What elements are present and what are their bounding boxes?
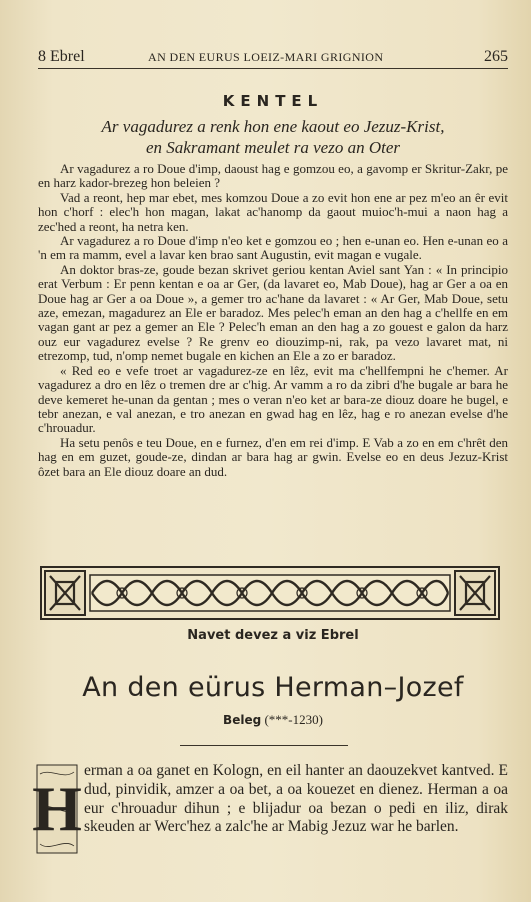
lesson-body <box>38 162 508 479</box>
day-heading: Navet devez a viz Ebrel <box>187 628 359 643</box>
section-title-line-1: Ar vagadurez a renk hon ene kaout eo Jezuz-Krist, <box>101 117 445 136</box>
ornate-drop-cap-icon <box>32 764 82 854</box>
saint-paragraph: erman a oa ganet en Kologn, en eil hanter an daouzekvet kantved. E dud, pinvidik, amzer a oa bet, a oa kouezet en dienez. Herman a oa eur c'hrouadur dihun ; e blijadur oa bezan o pedi en iliz, dirak skeuden ar Werc'hez a zalc'he ar Mabig Jezuz war he barlen. <box>84 762 508 836</box>
saint-dates: (***-1230) <box>264 712 323 727</box>
celtic-knot-ornament <box>40 566 500 620</box>
paragraph: Vad a reont, hep mar ebet, mes komzou Doue a zo evit hon ene ar pez m'eo an êr evit hon c'horf : elec'h hon magan, lakat ac'hanomp da gaout muioc'h-mui a naon hag a zec'hed a reont, ha netra ken. <box>38 189 508 234</box>
saint-role: Beleg <box>223 713 262 727</box>
section-heading: KENTEL <box>222 92 324 110</box>
paragraph: Ha setu penôs e teu Doue, en e furnez, d'en em rei d'imp. E Vab a zo en em c'hrêt den hag en em guzet, goude-ze, dindan ar bara hag ar gwin. Evelse eo en deus Jezuz-Krist ôzet bara an Ele diouz doare an dud. <box>38 434 508 479</box>
paragraph: An doktor bras-ze, goude bezan skrivet geriou kentan Aviel sant Yan : « In principio erat Verbum : Er penn kentan e oa ar Ger, (da lavaret eo, Mab Doue), hag ar Ger a oa en Doue hag ar Ger a oa Doue », a gemer tro ac'hane da lavaret : « Ar Ger, Mab Doue, setu aze, emezan, magadurez an Ele er baradoz. Mes pelec'h eman an den hag a c'hellfe en em vagan gant ar pez a gemer an Ele ? Pelec'h eman an den hag a zo gouest e galon da harz ouz eur vagadurez evelse ? Re grenv eo diouzimp-ni, rak, pa vezo lavaret mat, ni etrezomp, tud, n'omp nemet bugale en kichen an Ele a zo er baradoz. <box>38 261 508 364</box>
paragraph: Ar vagadurez a ro Doue d'imp, daoust hag e gomzou eo, a gavomp er Skritur-Zakr, pe en harz kador-brezeg hon beleien ? <box>38 161 508 191</box>
saint-body <box>32 762 508 854</box>
saint-title: An den eürus Herman–Jozef <box>82 672 464 703</box>
running-head-title: AN DEN EURUS LOEIZ-MARI GRIGNION <box>148 50 384 64</box>
paragraph: « Red eo e vefe troet ar vagadurez-ze en lêz, evit ma c'hellfempni he c'hemer. Ar vagadurez a dro en lêz o tremen dre ar c'hig. Ar vamm a ro da zibri d'he bugale ar bara he deve kemeret he-unan da gentan ; mes o veran n'eo ket ar bara-ze diouz doare he bugel, e tebr anezan, e val anezan, e tro anezan en gwad hag en lêz, hag e ro anezan evelse d'he c'hrouadur. <box>38 362 508 436</box>
divider <box>180 745 348 746</box>
page-number: 265 <box>484 48 508 65</box>
paragraph: Ar vagadurez a ro Doue d'imp n'eo ket e gomzou eo ; hen e-unan eo. Hen e-unan eo a 'n em ra mamm, evel a lavar ken brao sant Augustin, evit magan e vugale. <box>38 233 508 263</box>
saint-subtitle <box>38 712 508 728</box>
drop-cap-letter: H <box>32 773 82 844</box>
running-head-date: 8 Ebrel <box>38 48 85 65</box>
section-title <box>38 116 508 158</box>
section-title-line-2: en Sakramant meulet ra vezo an Oter <box>145 138 400 157</box>
running-head <box>38 46 508 69</box>
knotwork-band-icon <box>42 568 498 618</box>
